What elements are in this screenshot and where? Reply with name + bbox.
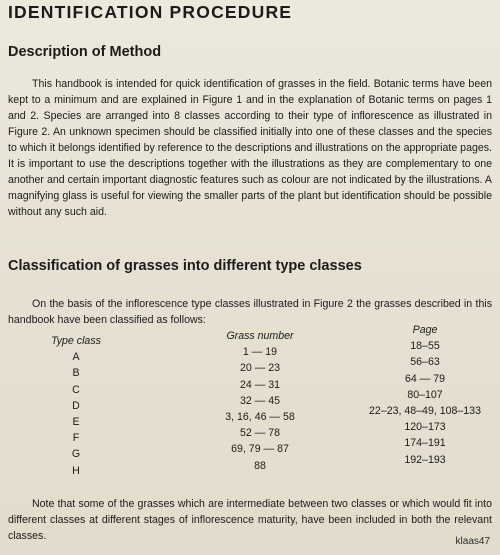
page-column	[360, 322, 490, 468]
page-cell: 80–107	[407, 388, 443, 401]
page-cell: 18–55	[410, 340, 440, 353]
section-title-description: Description of Method	[8, 44, 162, 60]
grass-number-cell: 3, 16, 46 — 58	[225, 411, 295, 424]
grass-number-cell: 32 — 45	[239, 394, 281, 407]
type-class-cell: E	[72, 416, 80, 429]
page-cell: 192–193	[404, 453, 446, 466]
type-class-column	[42, 333, 110, 479]
type-class-cell: B	[72, 367, 80, 380]
grass-number-cell: 88	[254, 459, 266, 472]
grass-number-cell: 52 — 78	[239, 427, 281, 440]
type-class-cell: D	[72, 399, 80, 412]
grass-number-cell: 24 — 31	[239, 378, 281, 391]
type-class-cell: C	[72, 383, 80, 396]
grass-number-cell: 69, 79 — 87	[231, 443, 289, 456]
type-class-cell: H	[72, 464, 80, 477]
page-header: Page	[412, 324, 438, 336]
grass-number-cell: 1 — 19	[242, 346, 278, 359]
page-cell: 174–191	[404, 437, 446, 450]
type-class-cell: A	[72, 351, 80, 364]
grass-number-column	[205, 328, 315, 474]
grass-number-header: Grass number	[226, 330, 294, 342]
classification-intro: On the basis of the inflorescence type classes illustrated in Figure 2 the grasses described in this handbook have been classified as follows:	[8, 298, 492, 326]
type-class-cell: F	[72, 432, 80, 445]
page-cell: 22–23, 48–49, 108–133	[369, 405, 481, 418]
page-cell: 64 — 79	[404, 372, 446, 385]
page-cell: 120–173	[404, 421, 446, 434]
watermark: klaas47	[455, 536, 490, 547]
type-class-cell: G	[71, 448, 81, 461]
grass-number-cell: 20 — 23	[239, 362, 281, 375]
note-paragraph: Note that some of the grasses which are intermediate between two classes or which would fit into different classes at different stages of inflorescence maturity, have been included in both the relevant classes.	[8, 498, 492, 542]
description-paragraph: This handbook is intended for quick identification of grasses in the field. Botanic terms have been kept to a minimum and are explained in Figure 1 and in the explanation of Botanic terms on pages 1 and 2. Species are arranged into 8 classes according to their type of inflorescence as illustrated in Figure 2. An unknown specimen should be classified initially into one of these classes and the species to which it belongs identified by reference to the descriptions and illustrations on the appropriate pages. It is important to use the descriptions together with the illustrations as they are complementary to one another and certain important diagnostic features such as colour are not indicated by the illustrations. A magnifying glass is useful for viewing the smaller parts of the plant but identification should be possible without any such aid.	[8, 78, 492, 218]
page-cell: 56–63	[410, 356, 440, 369]
type-class-header: Type class	[51, 335, 101, 347]
section-title-classification: Classification of grasses into different type classes	[8, 258, 362, 274]
page-title: IDENTIFICATION PROCEDURE	[8, 2, 293, 22]
